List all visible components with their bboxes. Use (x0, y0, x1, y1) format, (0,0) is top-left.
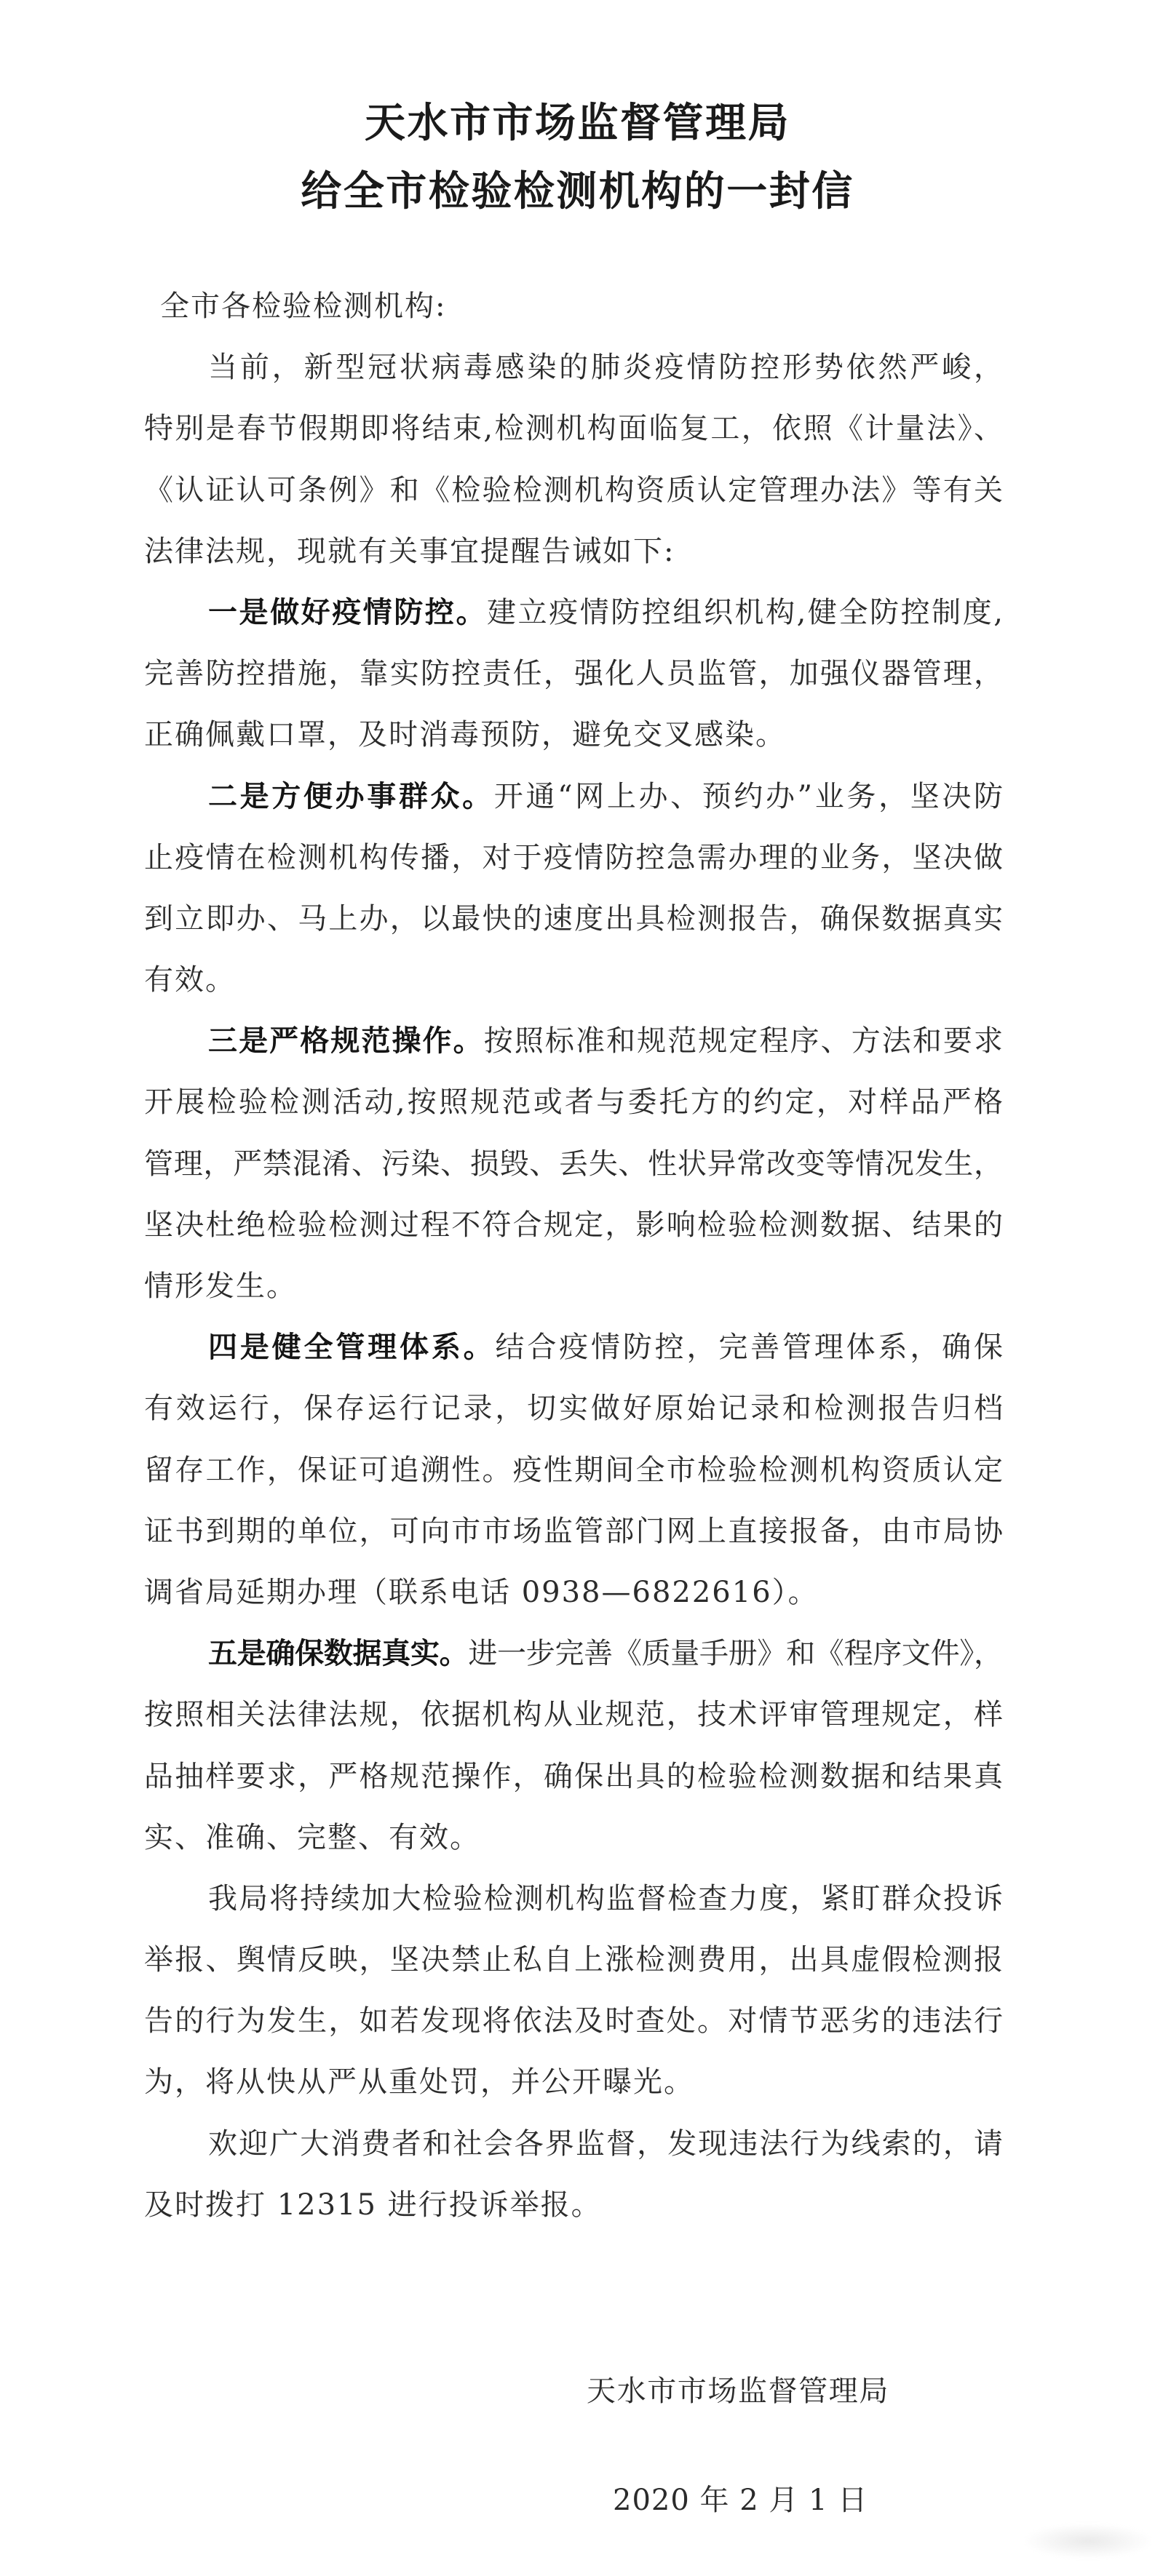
signature-date: 2020 年 2 月 1 日 (613, 2484, 868, 2517)
paragraph-line: 坚决杜绝检验检测过程不符合规定，影响检验检测数据、结果的 (144, 1208, 1005, 1242)
section-heading: 三是严格规范操作。 (208, 1024, 484, 1058)
paragraph-report-hotline (144, 2113, 1003, 2236)
line-text: 进一步完善《质量手册》和《程序文件》， (468, 1637, 1003, 1671)
section-heading: 四是健全管理体系。 (208, 1331, 496, 1365)
paragraph-line: 开展检验检测活动,按照规范或者与委托方的约定，对样品严格 (144, 1085, 1006, 1120)
signature-organization: 天水市市场监督管理局 (587, 2374, 889, 2408)
paragraph-line: 当前，新型冠状病毒感染的肺炎疫情防控形势依然严峻， (208, 351, 1006, 385)
paragraph-line: 告的行为发生，如若发现将依法及时查处。对情节恶劣的违法行 (144, 2004, 1005, 2038)
title-line-2: 给全市检验检测机构的一封信 (301, 167, 854, 215)
paragraph-line (144, 1623, 1003, 1684)
paragraph-standard-operation (144, 1010, 1006, 1317)
paragraph-line: 止疫情在检测机构传播，对于疫情防控急需办理的业务，坚决做 (144, 840, 1005, 874)
paragraph-line: 完善防控措施，靠实防控责任，强化人员监管，加强仪器管理， (144, 657, 1005, 691)
paragraph-line: 调省局延期办理（联系电话 0938—6822616）。 (144, 1575, 819, 1609)
paragraph-line: 管理，严禁混淆、污染、损毁、丢失、性状异常改变等情况发生， (144, 1147, 1004, 1181)
paragraph-line: 及时拨打 12315 进行投诉举报。 (144, 2188, 602, 2222)
watermark (1026, 2524, 1150, 2558)
line-text: 结合疫情防控，完善管理体系，确保 (495, 1331, 1006, 1365)
paragraph-epidemic-prevention (144, 582, 1003, 766)
line-text: 开通“网上办、预约办”业务，坚决防 (493, 779, 1006, 813)
letter-body (144, 276, 1006, 2236)
paragraph-convenient-service (144, 766, 1006, 1011)
line-text: 按照标准和规范规定程序、方法和要求 (483, 1024, 1005, 1058)
line-text: 建立疫情防控组织机构,健全防控制度, (487, 595, 1005, 629)
section-heading: 五是确保数据真实。 (208, 1637, 469, 1671)
paragraph-line (144, 1317, 1006, 1378)
paragraph-line: 证书到期的单位，可向市市场监管部门网上直接报备，由市局协 (144, 1514, 1005, 1548)
section-heading: 二是方便办事群众。 (208, 779, 494, 813)
salutation: 全市各检验检测机构: (160, 290, 447, 323)
paragraph-line (144, 1010, 1003, 1072)
paragraph-line: 情形发生。 (144, 1269, 297, 1303)
paragraph-line: 按照相关法律法规，依据机构从业规范，技术评审管理规定，样 (144, 1698, 1005, 1732)
paragraph-line: 到立即办、马上办，以最快的速度出具检测报告，确保数据真实 (144, 901, 1005, 936)
letter-title (0, 89, 1155, 226)
paragraph-line (144, 766, 1006, 827)
paragraph-line: 品抽样要求，严格规范操作，确保出具的检验检测数据和结果真 (144, 1759, 1005, 1793)
paragraph-line: 有效运行，保存运行记录，切实做好原始记录和检测报告归档 (144, 1392, 1006, 1426)
paragraph-line: 特别是春节假期即将结束,检测机构面临复工，依照《计量法》、 (144, 412, 1005, 446)
title-line-1: 天水市市场监督管理局 (365, 99, 790, 147)
paragraph-line: 留存工作，保证可追溯性。疫性期间全市检验检测机构资质认定 (144, 1453, 1005, 1487)
paragraph-line: 《认证认可条例》和《检验检测机构资质认定管理办法》等有关 (144, 473, 1005, 507)
paragraph-line: 正确佩戴口罩，及时消毒预防，避免交叉感染。 (144, 718, 786, 752)
paragraph-line (144, 582, 1003, 643)
paragraph-line: 举报、舆情反映，坚决禁止私自上涨检测费用，出具虚假检测报 (144, 1943, 1005, 1977)
paragraph-line: 我局将持续加大检验检测机构监督检查力度，紧盯群众投诉 (208, 1881, 1005, 1915)
paragraph-line: 法律法规，现就有关事宜提醒告诫如下: (144, 534, 675, 568)
paragraph-line: 实、准确、完整、有效。 (144, 1820, 480, 1854)
paragraph-management-system (144, 1317, 1006, 1623)
paragraph-line: 欢迎广大消费者和社会各界监督，发现违法行为线索的，请 (208, 2126, 1005, 2161)
paragraph-data-authenticity (144, 1623, 1003, 1868)
paragraph-line: 为，将从快从严从重处罚，并公开曝光。 (144, 2065, 694, 2100)
paragraph-line: 有效。 (144, 963, 236, 997)
paragraph-intro (144, 337, 1006, 582)
paragraph-supervision (144, 1868, 1003, 2113)
section-heading: 一是做好疫情防控。 (208, 595, 488, 629)
